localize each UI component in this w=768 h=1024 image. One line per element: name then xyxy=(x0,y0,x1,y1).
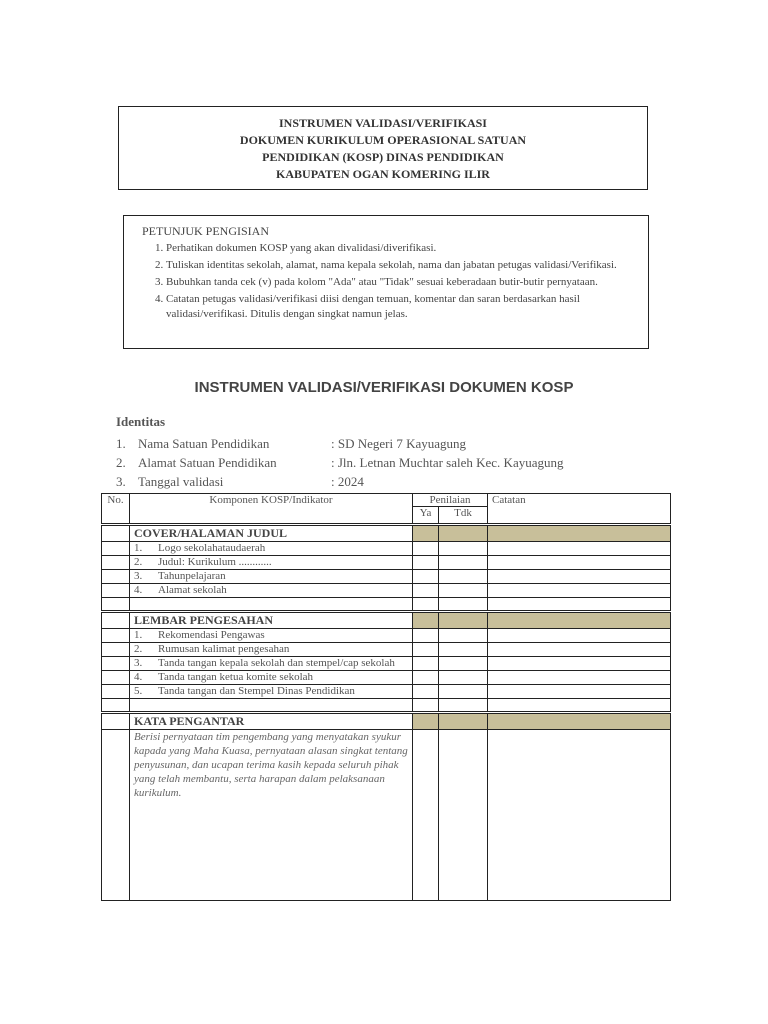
identity-value: : Jln. Letnan Muchtar saleh Kec. Kayuagung xyxy=(331,455,564,470)
catatan-cell[interactable] xyxy=(488,584,671,598)
no-cell xyxy=(102,643,130,657)
header-line: DOKUMEN KURIKULUM OPERASIONAL SATUAN xyxy=(239,133,527,147)
shaded-cell xyxy=(413,612,439,629)
table-row xyxy=(102,671,671,685)
catatan-cell[interactable] xyxy=(488,671,671,685)
no-cell xyxy=(102,570,130,584)
identity-label: Tanggal validasi xyxy=(138,474,224,489)
shaded-cell xyxy=(439,713,488,730)
indicator-cell xyxy=(130,671,413,685)
section-description: Berisi pernyataan tim pengembang yang menyatakan syukur kapada yang Maha Kuasa, pernyataan alasan singkat tentang penyusunan, dan ucapan terima kasih kepada seluruh pihak yang telah membantu, serta harapan dalam pelaksanaan kurikulum. xyxy=(130,730,413,901)
identity-row xyxy=(116,453,563,472)
empty-cell xyxy=(488,598,671,612)
identity-num: 2. xyxy=(116,455,126,470)
section-no-cell xyxy=(102,612,130,629)
table-row xyxy=(102,629,671,643)
empty-cell xyxy=(130,598,413,612)
item-num: 1. xyxy=(134,629,143,641)
section-row xyxy=(102,713,671,730)
empty-cell xyxy=(488,699,671,713)
item-text: Alamat sekolah xyxy=(158,584,227,596)
item-text: Tahunpelajaran xyxy=(158,570,226,582)
indicator-cell xyxy=(130,542,413,556)
tdk-cell[interactable] xyxy=(439,556,488,570)
instructions-box xyxy=(123,215,649,349)
empty-cell xyxy=(102,598,130,612)
col-no-header: No. xyxy=(102,494,130,525)
instruction-item: 2. Tuliskan identitas sekolah, alamat, nama kepala sekolah, nama dan jabatan petugas validasi/Verifikasi. xyxy=(166,258,638,273)
header-box xyxy=(118,106,648,190)
item-num: 2. xyxy=(134,643,143,655)
identity-value: : SD Negeri 7 Kayuagung xyxy=(331,436,467,451)
col-catatan-header: Catatan xyxy=(488,494,671,525)
tdk-cell[interactable] xyxy=(439,671,488,685)
tdk-cell[interactable] xyxy=(439,657,488,671)
table-row xyxy=(102,584,671,598)
identity-row xyxy=(116,472,563,491)
shaded-cell xyxy=(488,713,671,730)
no-cell xyxy=(102,542,130,556)
identity-row xyxy=(116,434,563,453)
shaded-cell xyxy=(488,612,671,629)
section-row xyxy=(102,525,671,542)
indicator-cell xyxy=(130,685,413,699)
section-title: COVER/HALAMAN JUDUL xyxy=(130,525,413,542)
tdk-cell[interactable] xyxy=(439,629,488,643)
table-row xyxy=(102,685,671,699)
no-cell xyxy=(102,685,130,699)
item-num: 1. xyxy=(134,542,143,554)
item-num: 2. xyxy=(134,556,143,568)
empty-row xyxy=(102,699,671,713)
no-cell xyxy=(102,730,130,901)
identity-num: 1. xyxy=(116,436,126,451)
shaded-cell xyxy=(488,525,671,542)
header-line: PENDIDIKAN (KOSP) DINAS PENDIDIKAN xyxy=(262,150,504,164)
no-cell xyxy=(102,657,130,671)
main-title: INSTRUMEN VALIDASI/VERIFIKASI DOKUMEN KOSP xyxy=(194,379,574,396)
table-row xyxy=(102,643,671,657)
shaded-cell xyxy=(413,525,439,542)
ya-cell[interactable] xyxy=(413,570,439,584)
empty-cell xyxy=(413,598,439,612)
table-row xyxy=(102,730,671,901)
table-row xyxy=(102,542,671,556)
identity-label: Alamat Satuan Pendidikan xyxy=(138,455,277,470)
no-cell xyxy=(102,629,130,643)
no-cell xyxy=(102,671,130,685)
no-cell xyxy=(102,584,130,598)
item-text: Tanda tangan kepala sekolah dan stempel/cap sekolah xyxy=(158,657,395,669)
indicator-cell xyxy=(130,643,413,657)
header-line: INSTRUMEN VALIDASI/VERIFIKASI xyxy=(279,116,487,130)
indicator-cell xyxy=(130,657,413,671)
section-title: LEMBAR PENGESAHAN xyxy=(130,612,413,629)
item-text: Rekomendasi Pengawas xyxy=(158,629,265,641)
tdk-cell[interactable] xyxy=(439,730,488,901)
tdk-cell[interactable] xyxy=(439,584,488,598)
section-no-cell xyxy=(102,525,130,542)
ya-cell[interactable] xyxy=(413,556,439,570)
item-num: 5. xyxy=(134,685,143,697)
catatan-cell[interactable] xyxy=(488,657,671,671)
instruction-item: 4. Catatan petugas validasi/verifikasi diisi dengan temuan, komentar dan saran berdasarkan hasil validasi/verifikasi. Ditulis dengan singkat namun jelas. xyxy=(166,292,638,322)
table-row xyxy=(102,657,671,671)
item-num: 3. xyxy=(134,570,143,582)
instructions-heading: PETUNJUK PENGISIAN xyxy=(142,224,270,238)
catatan-cell[interactable] xyxy=(488,556,671,570)
identity-section xyxy=(116,414,563,491)
shaded-cell xyxy=(439,612,488,629)
col-tdk-header: Tdk xyxy=(439,507,488,525)
catatan-cell[interactable] xyxy=(488,643,671,657)
tdk-cell[interactable] xyxy=(439,542,488,556)
tdk-cell[interactable] xyxy=(439,685,488,699)
instruction-item: 1. Perhatikan dokumen KOSP yang akan divalidasi/diverifikasi. xyxy=(166,241,638,256)
tdk-cell[interactable] xyxy=(439,570,488,584)
empty-cell xyxy=(439,598,488,612)
section-row xyxy=(102,612,671,629)
table-row xyxy=(102,556,671,570)
shaded-cell xyxy=(413,713,439,730)
indicator-cell xyxy=(130,629,413,643)
item-num: 4. xyxy=(134,584,143,596)
item-text: Logo sekolahataudaerah xyxy=(158,542,266,554)
ya-cell[interactable] xyxy=(413,643,439,657)
ya-cell[interactable] xyxy=(413,730,439,901)
identity-heading: Identitas xyxy=(116,414,166,429)
tdk-cell[interactable] xyxy=(439,643,488,657)
col-penilaian-header: Penilaian xyxy=(413,494,488,507)
col-ya-header: Ya xyxy=(413,507,439,525)
item-text: Tanda tangan dan Stempel Dinas Pendidikan xyxy=(158,685,355,697)
identity-label: Nama Satuan Pendidikan xyxy=(138,436,270,451)
validation-table xyxy=(101,493,671,901)
section-no-cell xyxy=(102,713,130,730)
catatan-cell[interactable] xyxy=(488,685,671,699)
empty-cell xyxy=(102,699,130,713)
catatan-cell[interactable] xyxy=(488,570,671,584)
col-komponen-header: Komponen KOSP/Indikator xyxy=(130,494,413,525)
item-text: Rumusan kalimat pengesahan xyxy=(158,643,290,655)
ya-cell[interactable] xyxy=(413,671,439,685)
shaded-cell xyxy=(439,525,488,542)
empty-row xyxy=(102,598,671,612)
header-line: KABUPATEN OGAN KOMERING ILIR xyxy=(276,167,490,181)
identity-num: 3. xyxy=(116,474,126,489)
ya-cell[interactable] xyxy=(413,584,439,598)
item-num: 4. xyxy=(134,671,143,683)
table-header-row xyxy=(102,494,671,507)
catatan-cell[interactable] xyxy=(488,730,671,901)
table-row xyxy=(102,570,671,584)
indicator-cell xyxy=(130,570,413,584)
item-text: Tanda tangan ketua komite sekolah xyxy=(158,671,314,683)
no-cell xyxy=(102,556,130,570)
ya-cell[interactable] xyxy=(413,657,439,671)
empty-cell xyxy=(413,699,439,713)
ya-cell[interactable] xyxy=(413,685,439,699)
indicator-cell xyxy=(130,584,413,598)
item-num: 3. xyxy=(134,657,143,669)
section-title: KATA PENGANTAR xyxy=(130,713,413,730)
instructions-list xyxy=(142,241,638,322)
item-text: Judul: Kurikulum ............ xyxy=(158,556,272,568)
identity-value: : 2024 xyxy=(331,474,364,489)
ya-cell[interactable] xyxy=(413,542,439,556)
empty-cell xyxy=(130,699,413,713)
empty-cell xyxy=(439,699,488,713)
ya-cell[interactable] xyxy=(413,629,439,643)
catatan-cell[interactable] xyxy=(488,629,671,643)
instruction-item: 3. Bubuhkan tanda cek (v) pada kolom "Ada" atau "Tidak" sesuai keberadaan butir-butir pernyataan. xyxy=(166,275,638,290)
catatan-cell[interactable] xyxy=(488,542,671,556)
indicator-cell xyxy=(130,556,413,570)
